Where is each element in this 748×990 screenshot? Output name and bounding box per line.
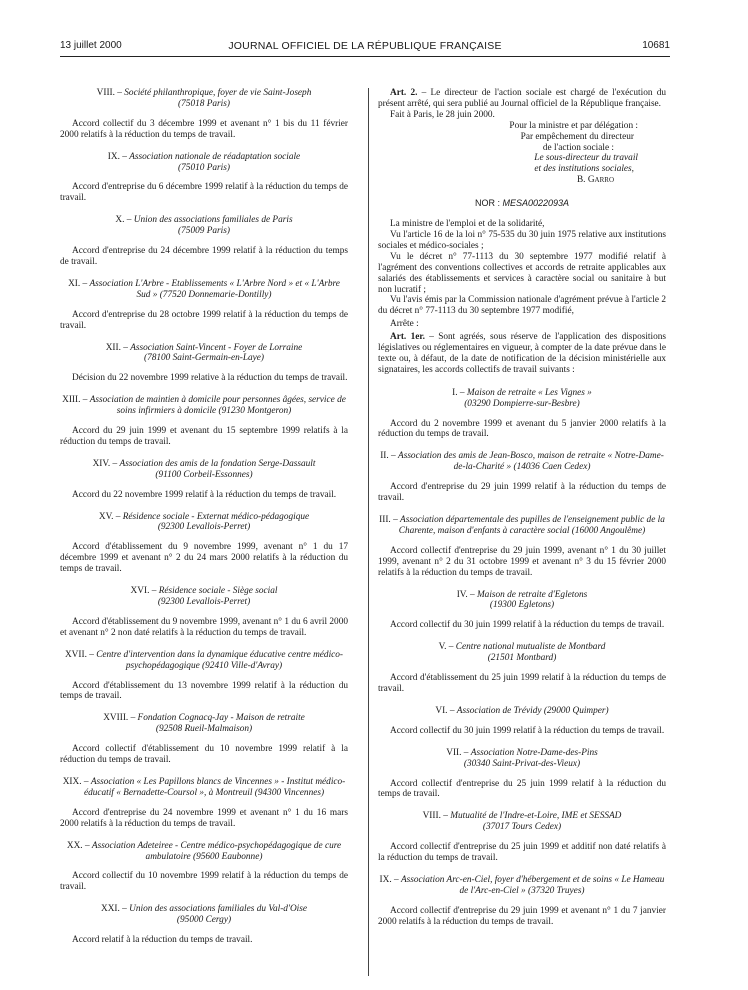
entry-number: XX. (66, 840, 83, 851)
entry-section (378, 515, 666, 579)
entry-section (60, 343, 348, 385)
entry-text: Accord du 29 juin 1999 et avenant du 15 septembre 1999 relatifs à la réduction du temps de travail. (60, 426, 348, 447)
entry-number: VI. (435, 705, 448, 716)
arrete: Arrête : (390, 319, 419, 330)
entry-number: IV. (456, 589, 468, 600)
entry-location: (37017 Tours Cedex) (482, 822, 562, 833)
entry-organisation: Société philanthropique, foyer de vie Saint-Joseph (124, 88, 312, 98)
column-divider (368, 88, 369, 976)
signature-place-date: Fait à Paris, le 28 juin 2000. (390, 109, 495, 120)
entry-section (378, 706, 666, 737)
entry-title: XVI. – Résidence sociale - Siège social (130, 586, 278, 597)
signature-line-4: Le sous-directeur du travail (534, 153, 638, 164)
entry-title: XI. – Association L'Arbre - Etablissements « L'Arbre Nord » et « L'Arbre Sud » (77520 Donnemarie-Dontilly) (68, 278, 340, 300)
entry-organisation: Association de maintien à domicile pour personnes âgées, service de soins infirmiers à domicile (91230 Montgeron) (89, 395, 346, 417)
entry-section (60, 586, 348, 639)
entry-section (60, 152, 348, 205)
entry-title: XVII. – Centre d'intervention dans la dynamique éducative centre médico-psychopédagogique (92410 Ville-d'Avray) (64, 649, 344, 671)
entry-text: Accord d'entreprise du 24 novembre 1999 et avenant n° 1 du 16 mars 2000 relatifs à la réduction du temps de travail. (60, 807, 348, 829)
entry-section (378, 388, 666, 441)
entry-title: VII. – Association Notre-Dame-des-Pins (446, 747, 598, 758)
entry-title: XIII. – Association de maintien à domicile pour personnes âgées, service de soins infirmiers à domicile (91230 Montgeron) (62, 395, 346, 417)
entry-text: Accord d'établissement du 13 novembre 1999 relatif à la réduction du temps de travail. (60, 680, 348, 702)
entry-text: Accord collectif d'entreprise du 25 juin 1999 relatif à la réduction du temps de travail. (378, 778, 666, 800)
article-2 (378, 88, 666, 110)
entry-organisation: Centre d'intervention dans la dynamique éducative centre médico-psychopédagogique (92410 Ville-d'Avray) (96, 649, 344, 671)
entry-section (378, 451, 666, 504)
entry-title: IV. – Maison de retraite d'Egletons (456, 589, 588, 600)
entry-number: VII. (446, 747, 462, 758)
entry-organisation: Association des amis de la fondation Serge-Dassault (119, 458, 316, 469)
journal-title: JOURNAL OFFICIEL DE LA RÉPUBLIQUE FRANÇAISE (228, 40, 502, 52)
entry-text: Accord d'entreprise du 6 décembre 1999 relatif à la réduction du temps de travail. (60, 182, 348, 204)
preamble-minister: La ministre de l'emploi et de la solidarité, (390, 219, 545, 230)
entry-title: V. – Centre national mutualiste de Montbard (438, 642, 606, 653)
entry-title: X. – Union des associations familiales de Paris (115, 215, 293, 226)
entry-organisation: Association Notre-Dame-des-Pins (470, 747, 598, 758)
entry-location: (75009 Paris) (178, 226, 230, 237)
entry-organisation: Association départementale des pupilles de l'enseignement public de la Charente, maison d'enfants à caractère social (16000 Angoulême) (398, 515, 665, 536)
entry-location: (78100 Saint-Germain-en-Laye) (143, 353, 265, 364)
entry-number: XI. (68, 278, 81, 289)
entry-section (60, 512, 348, 576)
entry-organisation: Association Saint-Vincent - Foyer de Lorraine (130, 342, 303, 353)
signature-line-3: de l'action sociale : (542, 142, 614, 153)
right-entries (378, 388, 666, 928)
entry-title: XIX. – Association « Les Papillons blancs de Vincennes » - Institut médico-éducatif « Bernadette-Coursol », à Montreuil (94300 Vincennes) (62, 776, 346, 798)
entry-title: VIII. – Mutualité de l'Indre-et-Loire, IME et SESSAD (422, 811, 622, 822)
entry-section (60, 713, 348, 766)
entry-location: (92508 Rueil-Malmaison) (155, 724, 253, 735)
entry-text: Accord d'entreprise du 28 octobre 1999 relatif à la réduction du temps de travail. (60, 309, 348, 331)
entry-title: XIV. – Association des amis de la fondation Serge-Dassault (92, 458, 316, 469)
entry-organisation: Maison de retraite « Les Vignes » (466, 387, 592, 398)
article-1-label: Art. 1er. (390, 332, 425, 343)
signature-name: B. Garro (576, 175, 614, 186)
entry-organisation: Union des associations familiales du Val-d'Oise (129, 904, 307, 915)
entry-section (60, 215, 348, 268)
entry-text: Accord collectif d'établissement du 10 novembre 1999 relatif à la réduction du temps de travail. (60, 744, 348, 766)
entry-number: II. (380, 451, 389, 462)
entry-organisation: Mutualité de l'Indre-et-Loire, IME et SESSAD (450, 811, 622, 822)
entry-location: (75010 Paris) (178, 162, 230, 173)
entry-organisation: Union des associations familiales de Paris (133, 215, 293, 226)
entry-section (378, 811, 666, 864)
nor-reference (378, 198, 666, 209)
entry-number: XIII. (62, 395, 81, 406)
entry-text: Accord collectif du 30 juin 1999 relatif à la réduction du temps de travail. (390, 725, 665, 736)
entry-title: VIII. – Société philanthropique, foyer de vie Saint-Joseph (96, 88, 312, 98)
entry-number: XIV. (92, 458, 111, 469)
entry-organisation: Association nationale de réadaptation sociale (129, 151, 301, 162)
entry-number: XXI. (100, 904, 120, 915)
entry-section (378, 748, 666, 801)
preamble-vu-avis: Vu l'avis émis par la Commission nationale d'agrément prévue à l'article 2 du décret n° 77-1113 du 30 septembre 1977 modifié, (378, 295, 666, 317)
signature-line-1: Pour la ministre et par délégation : (509, 120, 638, 131)
entry-section (60, 777, 348, 830)
entry-section (60, 88, 348, 141)
entry-section (378, 875, 666, 928)
entry-text: Accord collectif du 30 juin 1999 relatif à la réduction du temps de travail. (390, 620, 665, 631)
entry-text: Accord d'établissement du 9 novembre 1999, avenant n° 1 du 17 décembre 1999 et avenant n° 2 du 24 mars 2000 relatifs à la réduction du temps de travail. (60, 542, 348, 575)
entry-location: (92300 Levallois-Perret) (157, 597, 251, 607)
entry-title: XXI. – Union des associations familiales du Val-d'Oise (100, 904, 307, 915)
entry-location: (75018 Paris) (178, 98, 230, 109)
entry-organisation: Association des amis de Jean-Bosco, maison de retraite « Notre-Dame-de-la-Charité » (14036 Caen Cedex) (398, 451, 664, 473)
entry-title: II. – Association des amis de Jean-Bosco, maison de retraite « Notre-Dame-de-la-Charité » (14036 Caen Cedex) (380, 451, 664, 473)
nor-label: NOR : (474, 198, 503, 209)
right-column (378, 88, 666, 939)
entry-number: XII. (105, 342, 121, 353)
entry-organisation: Association Adeteiree - Centre médico-psychopédagogique de cure ambulatoire (95600 Eaubonne) (91, 840, 342, 862)
entry-organisation: Association Arc-en-Ciel, foyer d'hébergement et de soins « Le Hameau de l'Arc-en-Ciel » (37320 Truyes) (400, 874, 665, 896)
entry-number: XVI. (130, 586, 150, 597)
entry-section (60, 459, 348, 501)
entry-number: VIII. (422, 811, 441, 822)
entry-section (378, 642, 666, 695)
entry-title: IX. – Association Arc-en-Ciel, foyer d'hébergement et de soins « Le Hameau de l'Arc-en-Ciel » (37320 Truyes) (379, 874, 665, 896)
entry-number: I. (452, 387, 458, 398)
entry-text: Accord d'entreprise du 29 juin 1999 relatif à la réduction du temps de travail. (378, 482, 666, 504)
entry-organisation: Centre national mutualiste de Montbard (455, 642, 606, 653)
left-column (60, 88, 348, 957)
entry-location: (92300 Levallois-Perret) (157, 522, 251, 533)
article-1-text: – Sont agréés, sous réserve de l'application des dispositions législatives ou réglementaires en vigueur, à compter de la date prévue dans le texte ou, à défaut, de la date de notification de la décision ministérielle aux signataires, les accords collectifs de travail suivants : (378, 332, 666, 375)
entry-title: XII. – Association Saint-Vincent - Foyer de Lorraine (105, 342, 303, 353)
entry-text: Accord du 2 novembre 1999 et avenant du 5 janvier 2000 relatifs à la réduction du temps de travail. (378, 418, 666, 440)
page-header (60, 40, 670, 56)
entry-organisation: Résidence sociale - Siège social (158, 586, 278, 597)
entry-text: Accord collectif d'entreprise du 29 juin 1999, avenant n° 1 du 30 juillet 1999, avenant n° 2 du 31 octobre 1999 et avenant n° 3 du 15 février 2000 relatifs à la réduction du temps de travail. (378, 545, 666, 578)
entry-organisation: Association de Trévidy (29000 Quimper) (456, 705, 609, 716)
entry-organisation: Fondation Cognacq-Jay - Maison de retraite (137, 713, 305, 724)
entry-title: XVIII. – Fondation Cognacq-Jay - Maison de retraite (103, 713, 305, 724)
entry-title: VI. – Association de Trévidy (29000 Quimper) (435, 705, 609, 716)
entry-organisation: Résidence sociale - Externat médico-pédagogique (122, 511, 310, 522)
entry-text: Accord collectif d'entreprise du 29 juin 1999 et avenant n° 1 du 7 janvier 2000 relatifs à la réduction du temps de travail. (378, 905, 666, 927)
entry-number: III. (379, 515, 391, 525)
entry-number: V. (438, 642, 447, 653)
entry-section (60, 279, 348, 332)
entry-text: Accord collectif d'entreprise du 25 juin 1999 et additif non daté relatifs à la réduction du temps de travail. (378, 842, 666, 864)
article-1 (378, 332, 666, 376)
entry-number: XVII. (64, 649, 87, 660)
entry-section (60, 904, 348, 946)
entry-text: Décision du 22 novembre 1999 relative à la réduction du temps de travail. (72, 373, 348, 384)
entry-number: XV. (98, 511, 114, 522)
entry-section (60, 650, 348, 703)
entry-number: VIII. (96, 88, 115, 98)
entry-number: XIX. (62, 776, 82, 787)
entry-location: (21501 Montbard) (487, 653, 557, 664)
entry-section (60, 841, 348, 894)
entry-text: Accord d'entreprise du 24 décembre 1999 relatif à la réduction du temps de travail. (60, 246, 348, 267)
entry-title: XV. – Résidence sociale - Externat médico-pédagogique (98, 511, 310, 522)
article-2-label: Art. 2. (390, 88, 418, 98)
entry-title: I. – Maison de retraite « Les Vignes » (452, 387, 592, 398)
entry-location: (19300 Egletons) (489, 600, 555, 611)
entry-title: III. – Association départementale des pupilles de l'enseignement public de la Charente, maison d'enfants à caractère social (16000 Angoulême) (379, 515, 665, 536)
entry-title: IX. – Association nationale de réadaptation sociale (107, 151, 301, 162)
nor-value: MESA0022093A (502, 198, 570, 209)
entry-location: (95000 Cergy) (176, 915, 232, 926)
entry-title: XX. – Association Adeteiree - Centre médico-psychopédagogique de cure ambulatoire (95600 Eaubonne) (66, 840, 342, 862)
entry-text: Accord relatif à la réduction du temps de travail. (72, 935, 253, 946)
header-rule (60, 56, 670, 57)
entry-text: Accord du 22 novembre 1999 relatif à la réduction du temps de travail. (72, 489, 337, 500)
entry-organisation: Association « Les Papillons blancs de Vincennes » - Institut médico-éducatif « Bernadette-Coursol », à Montreuil (94300 Vincennes) (83, 776, 346, 798)
preamble-vu-decret: Vu le décret n° 77-1113 du 30 septembre 1977 modifié relatif à l'agrément des conventions collectives et accords de retraite applicables aux salariés des établissements et services à caractère social ou sanitaire à but non lucratif ; (378, 251, 666, 295)
entry-section (378, 590, 666, 632)
entry-number: X. (115, 215, 125, 226)
article-2-text: – Le directeur de l'action sociale est chargé de l'exécution du présent arrêté, qui sera publié au Journal officiel de la République française. (378, 88, 667, 109)
page-number: 10681 (642, 40, 670, 51)
entry-number: XVIII. (103, 713, 129, 724)
entry-number: IX. (379, 874, 392, 885)
signature-line-2: Par empêchement du directeur (520, 131, 634, 142)
entry-location: (03290 Dompierre-sur-Besbre) (464, 398, 580, 409)
preamble-vu-loi: Vu l'article 16 de la loi n° 75-535 du 30 juin 1975 relative aux institutions sociales et médico-sociales ; (378, 229, 666, 251)
entry-number: IX. (107, 151, 120, 162)
header-date: 13 juillet 2000 (60, 40, 122, 51)
entry-text: Accord collectif du 10 novembre 1999 relatif à la réduction du temps de travail. (60, 871, 348, 893)
entry-organisation: Maison de retraite d'Egletons (476, 589, 588, 600)
entry-location: (30340 Saint-Privat-des-Vieux) (463, 758, 581, 769)
entry-text: Accord collectif du 3 décembre 1999 et avenant n° 1 bis du 11 février 2000 relatifs à la réduction du temps de travail. (60, 118, 348, 140)
entry-text: Accord d'établissement du 25 juin 1999 relatif à la réduction du temps de travail. (378, 673, 666, 694)
entry-organisation: Association L'Arbre - Etablissements « L'Arbre Nord » et « L'Arbre Sud » (77520 Donnemarie-Dontilly) (89, 278, 340, 300)
entry-section (60, 395, 348, 448)
entry-text: Accord d'établissement du 9 novembre 1999, avenant n° 1 du 6 avril 2000 et avenant n° 2 non daté relatifs à la réduction du temps de travail. (60, 616, 348, 638)
signature-line-5: et des institutions sociales, (534, 164, 634, 175)
entry-location: (91100 Corbeil-Essonnes) (155, 469, 253, 480)
